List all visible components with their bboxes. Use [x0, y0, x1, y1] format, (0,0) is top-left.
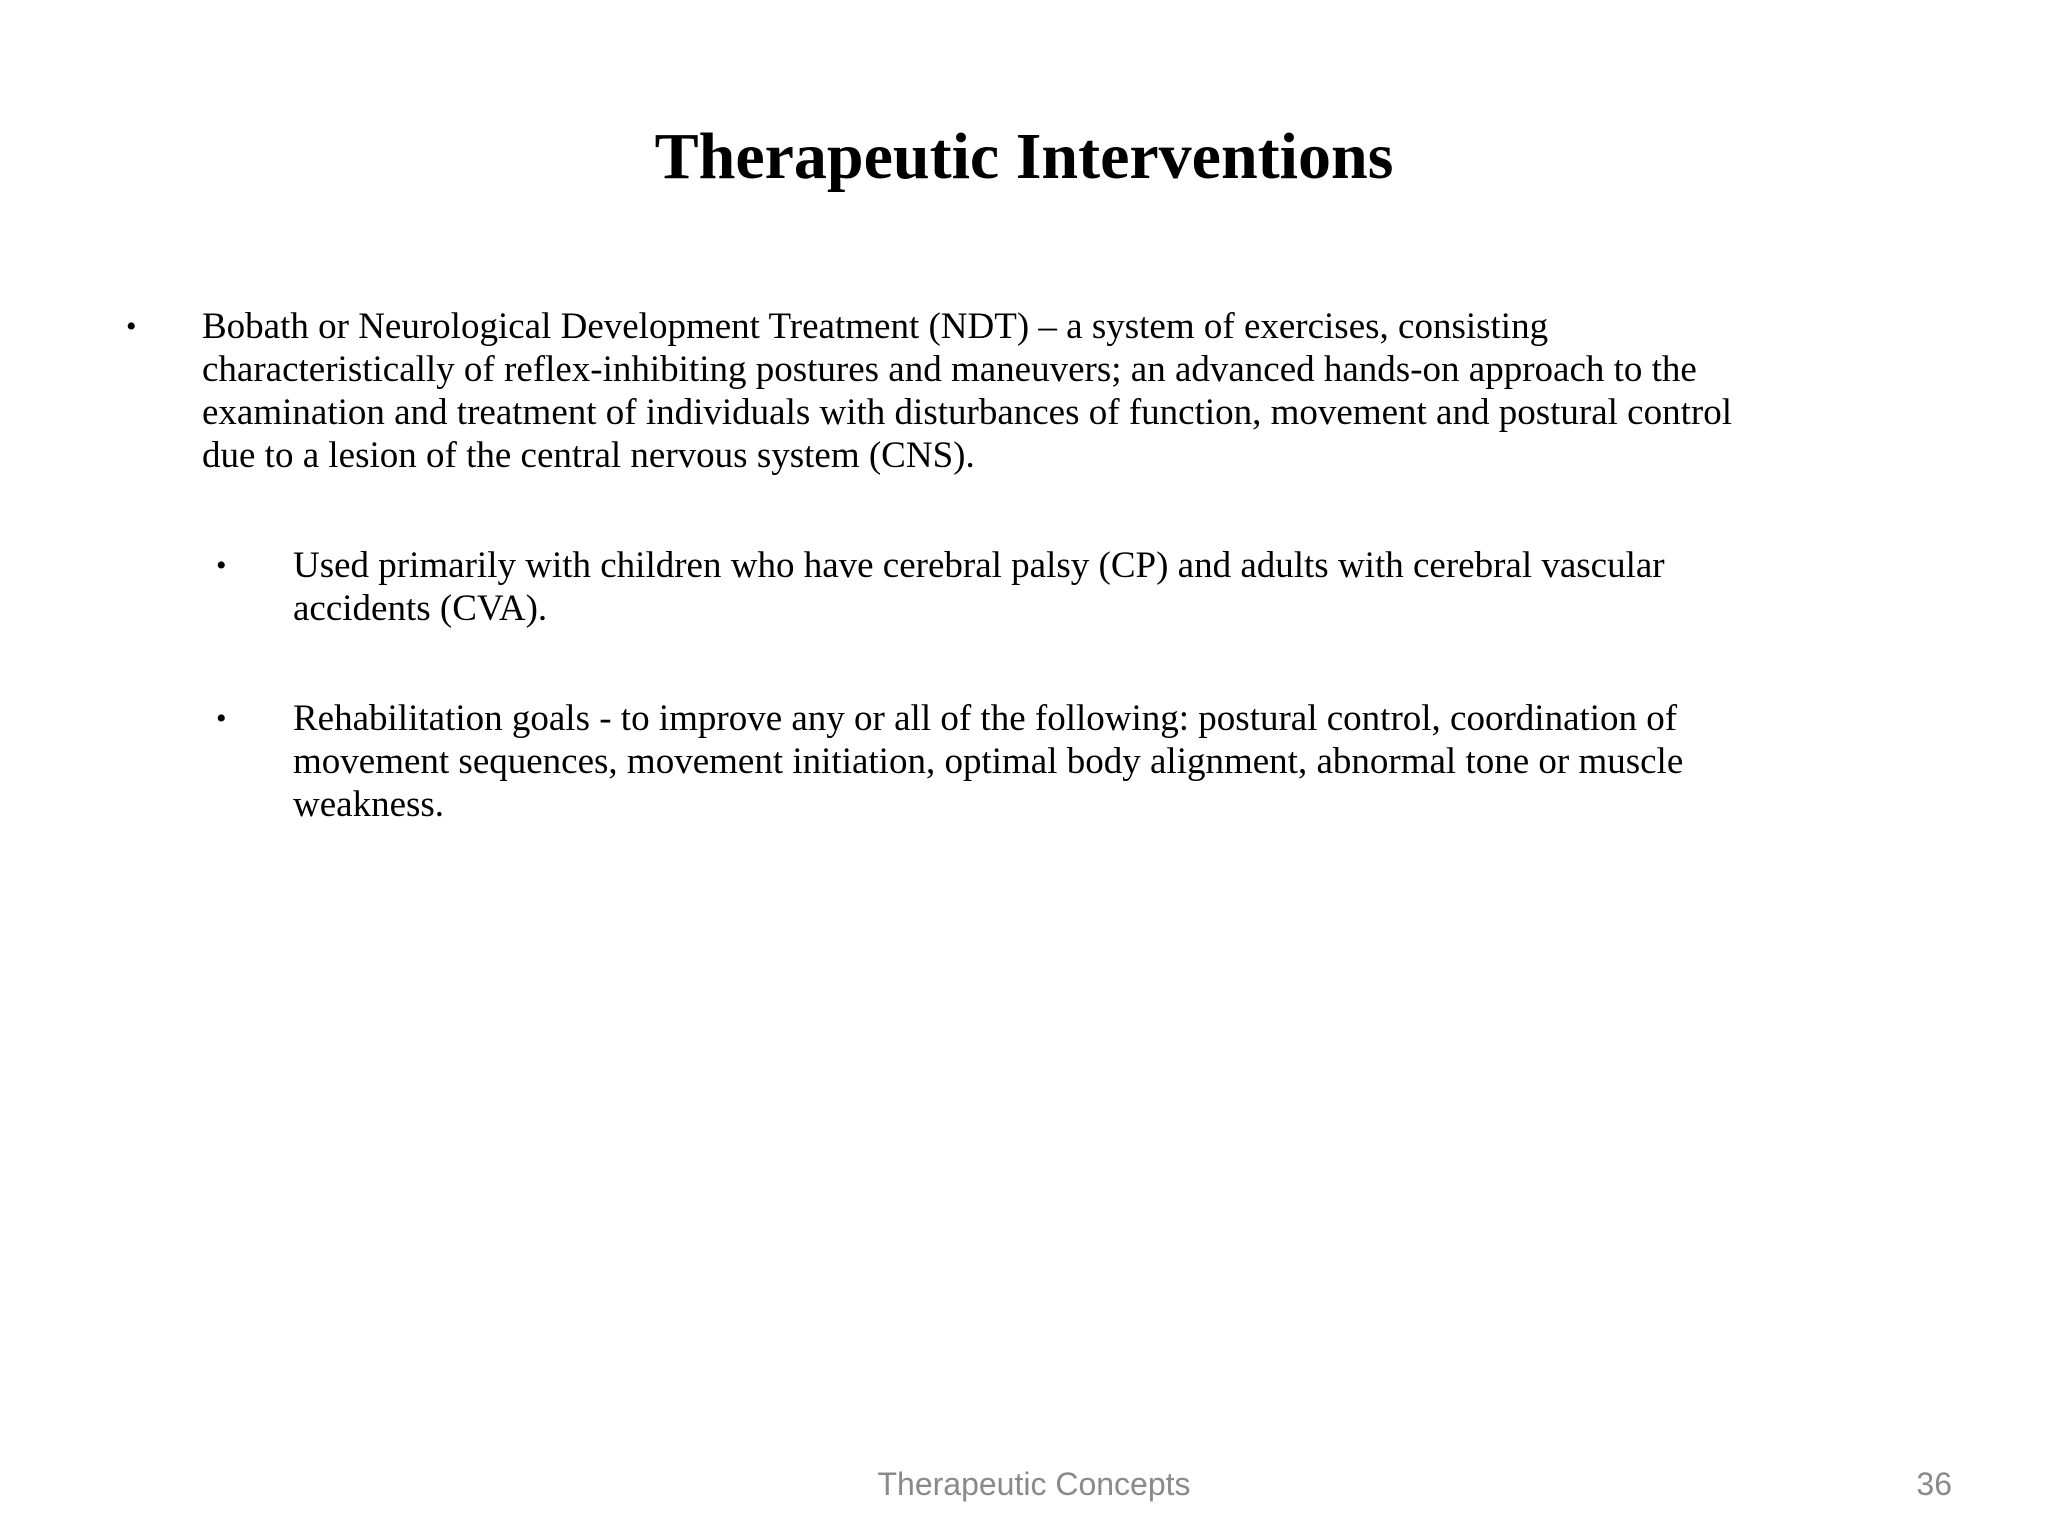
page-number: 36	[1916, 1466, 1952, 1502]
bullet-line: Used primarily with children who have cerebral palsy (CP) and adults with cerebral vascular	[293, 545, 1665, 586]
bullet-line: examination and treatment of individuals with disturbances of function, movement and postural control	[202, 392, 1732, 433]
bullet-text	[202, 305, 1902, 477]
bullet-line: Bobath or Neurological Development Treatment (NDT) – a system of exercises, consisting	[202, 306, 1549, 347]
bullet-line: characteristically of reflex-inhibiting postures and maneuvers; an advanced hands-on approach to the	[202, 349, 1697, 390]
slide-title: Therapeutic Interventions	[654, 120, 1394, 193]
bullet-marker: •	[216, 702, 227, 735]
bullet-line: Rehabilitation goals - to improve any or all of the following: postural control, coordination of	[293, 698, 1678, 739]
bullet-line: movement sequences, movement initiation, optimal body alignment, abnormal tone or muscle	[293, 741, 1684, 782]
bullet-marker: •	[216, 549, 227, 582]
bullet-text	[293, 544, 1893, 630]
footer-text: Therapeutic Concepts	[877, 1466, 1191, 1502]
bullet-text	[293, 697, 1893, 826]
bullet-marker: •	[126, 310, 137, 343]
bullet-line: weakness.	[293, 784, 445, 825]
bullet-line: accidents (CVA).	[293, 588, 548, 629]
bullet-line: due to a lesion of the central nervous system (CNS).	[202, 435, 975, 476]
